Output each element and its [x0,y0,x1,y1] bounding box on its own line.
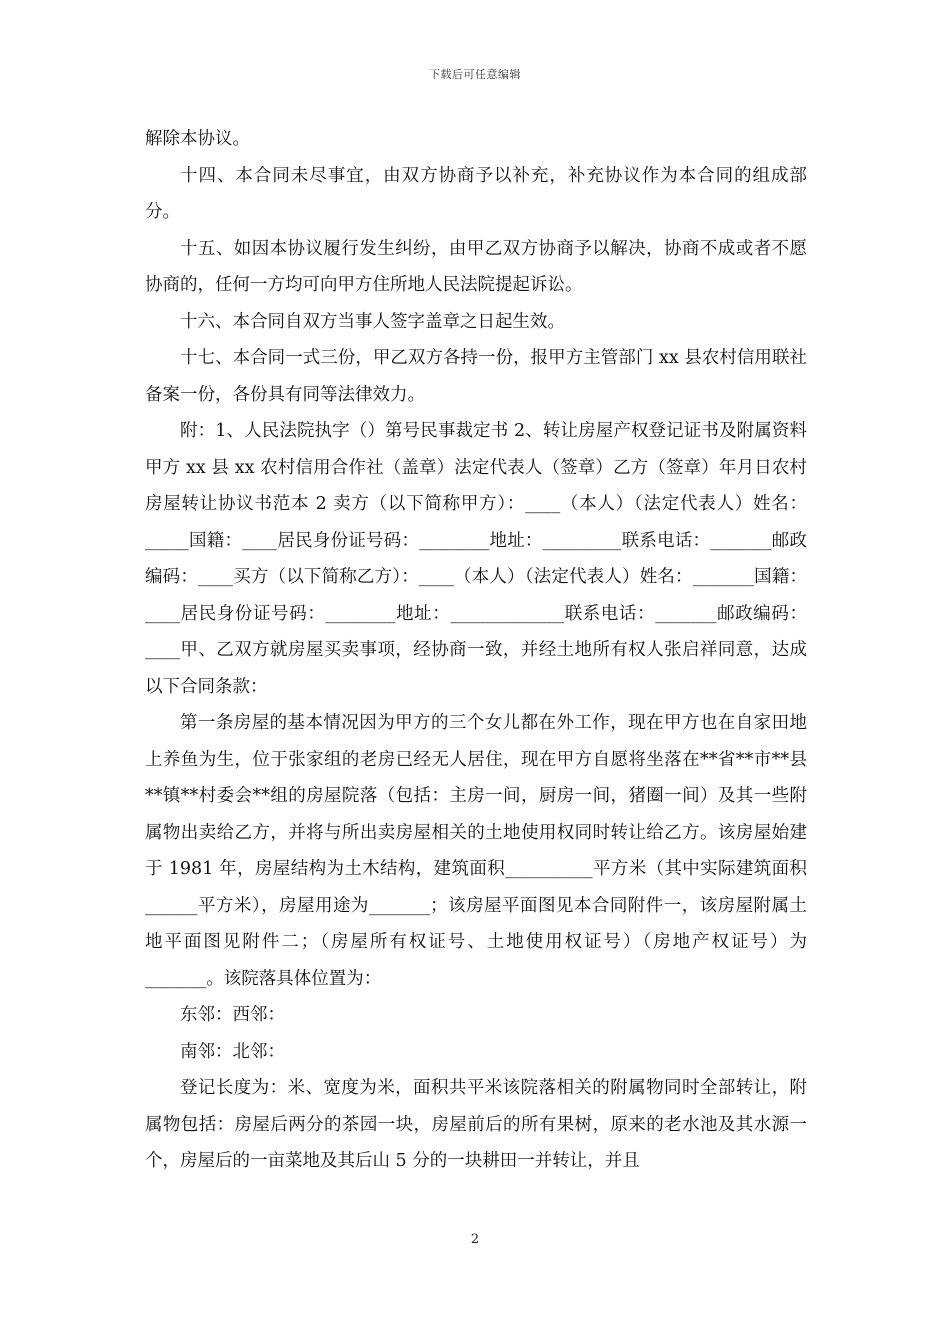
paragraph-registration: 登记长度为：米、宽度为米，面积共平米该院落相关的附属物同时全部转让，附属物包括：房屋后两分的茶园一块，房屋前后的所有果树，原来的老水池及其水源一个，房屋后的一亩菜地及其后山 5 分的一块耕田一并转让，并且 [145,1078,807,1171]
paragraph-clause-14: 十四、本合同未尽事宜，由双方协商予以补充，补充协议作为本合同的组成部分。 [145,165,807,222]
page-number: 2 [470,1232,480,1247]
paragraph-clause-15: 十五、如因本协议履行发生纠纷，由甲乙双方协商予以解决，协商不成或者不愿协商的，任何一方均可向甲方住所地人民法院提起诉讼。 [145,238,807,295]
document-body [145,121,807,1180]
paragraph-continuation: 解除本协议。 [145,129,250,149]
paragraph-article-1: 第一条房屋的基本情况因为甲方的三个女儿都在外工作，现在甲方也在自家田地上养鱼为生，位于张家组的老房已经无人居住，现在甲方自愿将坐落在**省**市**县**镇**村委会**组的房屋院落（包括：主房一间，厨房一间，猪圈一间）及其一些附属物出卖给乙方，并将与所出卖房屋相关的土地使用权同时转让给乙方。该房屋始建于 1981 年，房屋结构为土木结构，建筑面积__________平方米（其中实际建筑面积______平方米），房屋用途为_______；该房屋平面图见本合同附件一，该房屋附属土地平面图见附件二；（房屋所有权证号、土地使用权证号）（房地产权证号）为_______。该院落具体位置为： [145,713,807,989]
paragraph-south-north-neighbors: 南邻：北邻： [180,1041,285,1062]
paragraph-clause-17: 十七、本合同一式三份，甲乙双方各持一份，报甲方主管部门 xx 县农村信用联社备案一份，各份具有同等法律效力。 [145,348,807,405]
paragraph-clause-16: 十六、本合同自双方当事人签字盖章之日起生效。 [180,311,565,332]
paragraph-east-west-neighbors: 东邻：西邻： [180,1005,285,1025]
paragraph-attachments: 附：1、人民法院执字（）第号民事裁定书 2、转让房屋产权登记证书及附属资料甲方 xx 县 xx 农村信用合作社（盖章）法定代表人（签章）乙方（签章）年月日农村房屋转让协议书范本 2 卖方（以下简称甲方）：____（本人）（法定代表人）姓名：_____国籍：____居民身份证号码：________地址：_________联系电话：_______邮政编码：____买方（以下简称乙方）：____（本人）（法定代表人）姓名：_______国籍：____居民身份证号码：________地址：_____________联系电话：_______邮政编码：____甲、乙双方就房屋买卖事项，经协商一致，并经土地所有权人张启祥同意，达成以下合同条款： [145,421,807,697]
page-header: 下载后可任意编辑 [429,68,521,81]
